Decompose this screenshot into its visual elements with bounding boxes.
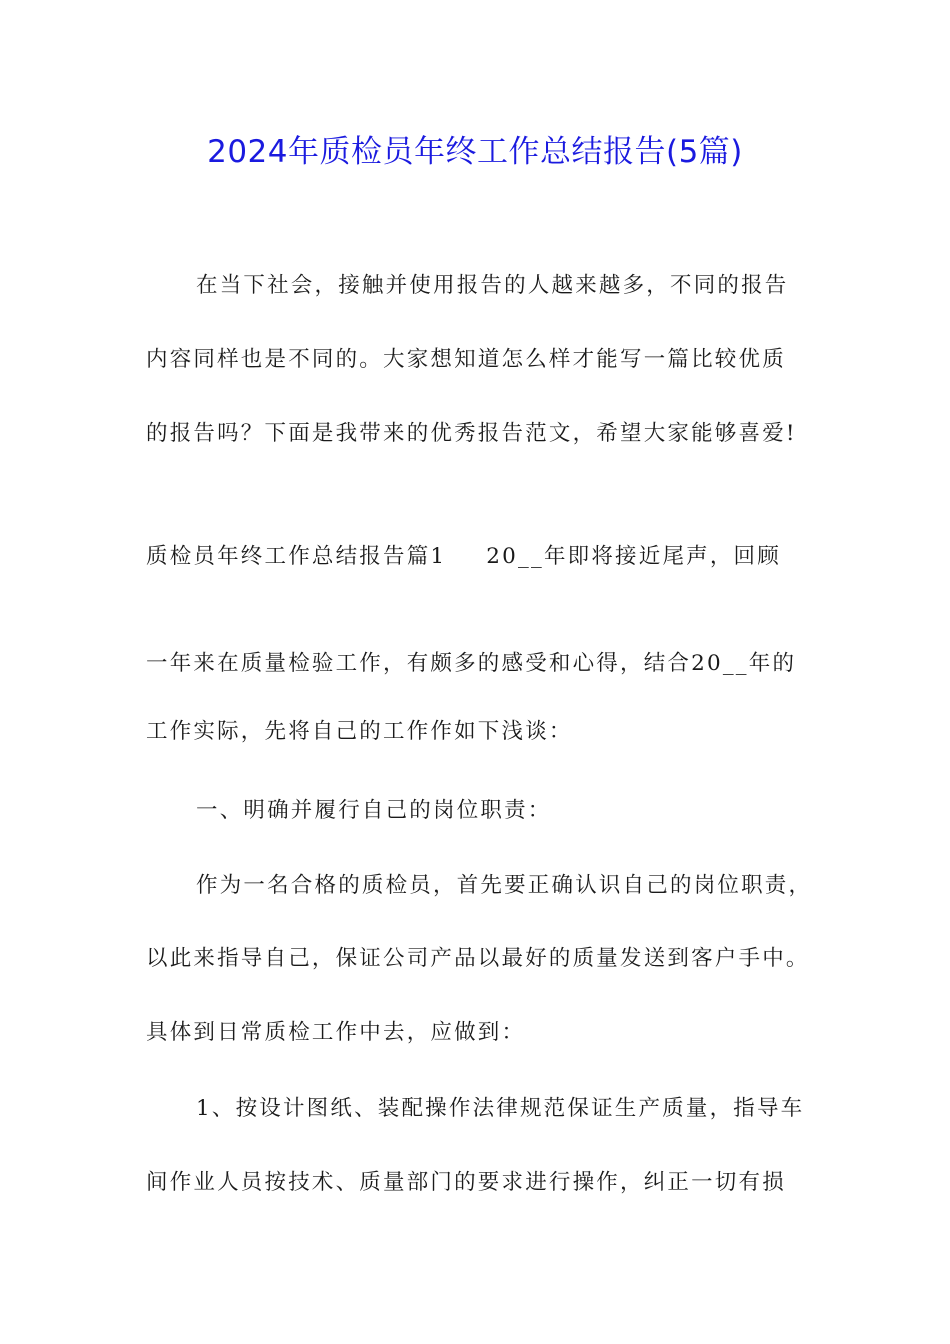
document-title: 2024年质检员年终工作总结报告(5篇) xyxy=(207,134,743,170)
para2-line-1: 作为一名合格的质检员，首先要正确认识自己的岗位职责， xyxy=(196,873,813,898)
section1-heading: 质检员年终工作总结报告篇1 xyxy=(146,544,447,569)
intro-line-3: 的报告吗？下面是我带来的优秀报告范文，希望大家能够喜爱! xyxy=(146,421,797,446)
intro-line-2: 内容同样也是不同的。大家想知道怎么样才能写一篇比较优质 xyxy=(146,347,786,372)
item1-line-2: 间作业人员按技术、质量部门的要求进行操作，纠正一切有损 xyxy=(146,1170,786,1195)
para2-line-3: 具体到日常质检工作中去，应做到： xyxy=(146,1020,526,1045)
para2-line-2: 以此来指导自己，保证公司产品以最好的质量发送到客户手中。 xyxy=(146,946,810,971)
section1-line-2: 一年来在质量检验工作，有颇多的感受和心得，结合20__年的 xyxy=(146,651,797,676)
intro-line-1: 在当下社会，接触并使用报告的人越来越多，不同的报告 xyxy=(196,273,789,298)
subheading-duties: 一、明确并履行自己的岗位职责： xyxy=(196,798,552,823)
section1-first-line xyxy=(146,539,806,575)
item1-line-1: 1、按设计图纸、装配操作法律规范保证生产质量，指导车 xyxy=(196,1096,805,1121)
section1-line-3: 工作实际，先将自己的工作作如下浅谈： xyxy=(146,719,573,744)
section1-first-line-text: 20__年即将接近尾声，回顾 xyxy=(486,544,781,569)
